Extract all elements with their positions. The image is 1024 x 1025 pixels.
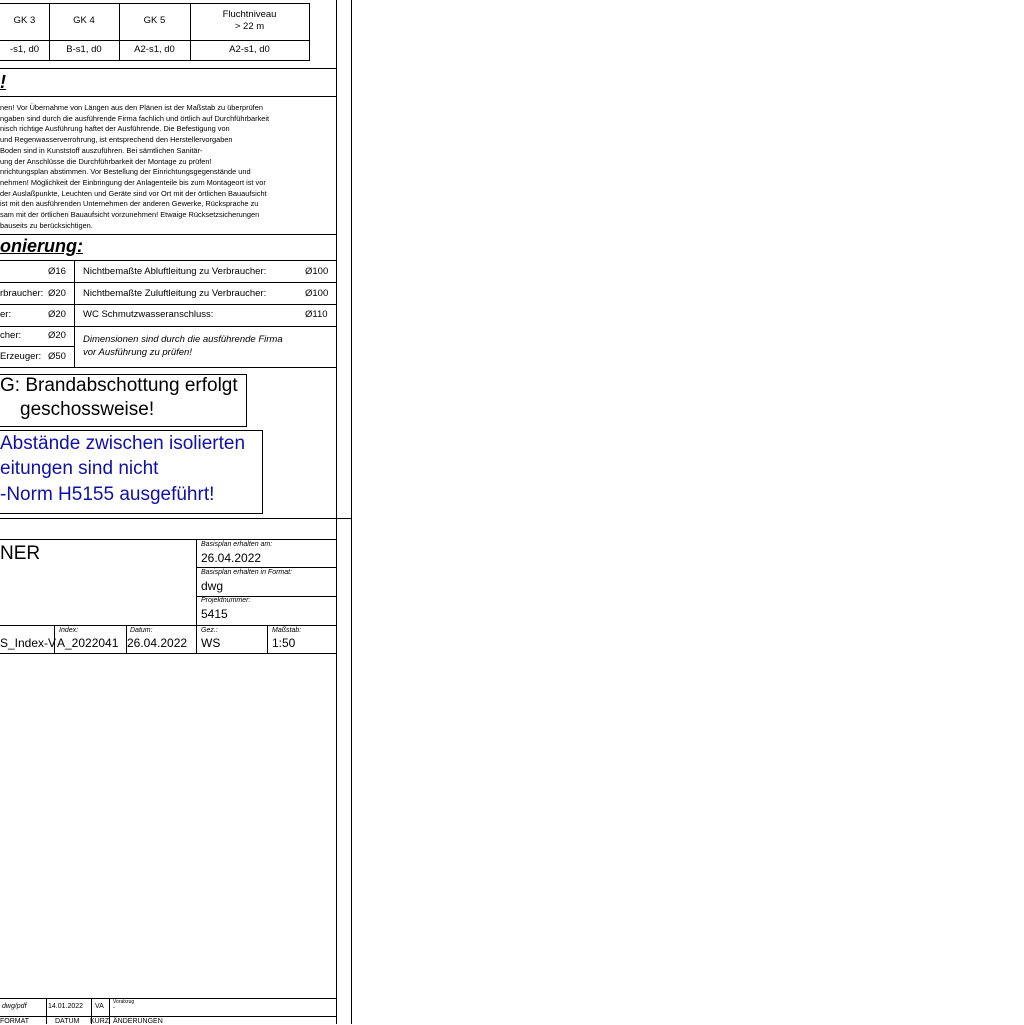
note-line: nehmen! Möglichkeit der Einbringung der Anlagenteile bis zum Montageort ist vor — [0, 177, 266, 187]
fire-note-line: G: Brandabschottung erfolgt — [0, 375, 238, 396]
dim-left-label: Erzeuger: — [0, 351, 42, 362]
note-line: Boden sind in Kunststoff auszuführen. Bei sämtlichen Sanitär- — [0, 145, 203, 155]
drawn-by-label: Gez.: — [201, 627, 218, 634]
notes-heading: ! — [0, 72, 6, 92]
dim-left-value: Ø16 — [48, 266, 66, 277]
drawn-by-value: WS — [201, 636, 221, 650]
note-line: ist mit den ausführenden Unternehmen der anderen Gewerke, Rücksprache zu — [0, 199, 259, 209]
dim-right-value: Ø100 — [305, 266, 329, 277]
dim-right-label: Nichtbemaßte Abluftleitung zu Verbraucher: — [83, 266, 267, 277]
dim-remark: vor Ausführung zu prüfen! — [83, 347, 192, 358]
project-number-value: 5415 — [201, 607, 228, 621]
note-line: nen! Vor Übernahme von Längen aus den Plänen ist der Maßstab zu überprüfen — [0, 103, 263, 112]
note-line: und Regenwasserverrohrung, ist entsprechend den Herstellervorgaben — [0, 135, 233, 145]
scale-value: 1:50 — [272, 636, 296, 650]
frame-line-inner — [336, 0, 337, 1024]
revision-date: 14.01.2022 — [48, 1003, 84, 1010]
fire-table-value-gk3: -s1, d0 — [9, 44, 40, 55]
revision-header-date: DATUM — [55, 1018, 80, 1025]
note-line: bauseits zu berücksichtigen. — [0, 220, 93, 230]
fire-table-header-fluchtniveau: Fluchtniveau > 22 m — [222, 9, 277, 32]
fire-table-header-gk4: GK 4 — [73, 15, 95, 26]
divider — [0, 68, 337, 69]
dim-right-value: Ø110 — [305, 309, 328, 320]
index-label: Index: — [59, 627, 79, 634]
date-value: 26.04.2022 — [127, 636, 188, 650]
revision-header-by: KÜRZ — [90, 1018, 110, 1025]
format-label: Basisplan erhalten in Format: — [201, 569, 293, 576]
note-line: nisch richtige Ausführung haftet der Ausführende. Die Befestigung von — [0, 124, 230, 134]
fire-note-line: geschossweise! — [20, 399, 155, 420]
dim-left-value: Ø20 — [48, 288, 66, 299]
revision-format: dwg/pdf — [2, 1003, 27, 1010]
date-label: Datum: — [130, 627, 153, 634]
revision-by: VA — [95, 1003, 104, 1010]
file-name-value: S_Index-V — [0, 636, 57, 650]
dim-right-label: Nichtbemaßte Zuluftleitung zu Verbraucher: — [83, 288, 267, 299]
dim-right-label: WC Schmutzwasseranschluss: — [83, 309, 214, 320]
revision-description-label: Vorabzug — [113, 999, 135, 1005]
frame-tick — [337, 518, 351, 519]
insulation-note-line: eitungen sind nicht — [0, 458, 159, 479]
received-label: Basisplan erhalten am: — [201, 541, 273, 548]
dim-left-label: rbraucher: — [0, 288, 44, 299]
dim-left-label: er: — [0, 309, 12, 320]
fire-table-value-gk5: A2-s1, d0 — [134, 44, 175, 55]
index-value: A_2022041 — [57, 636, 119, 650]
dim-right-value: Ø100 — [305, 288, 329, 299]
note-line: ngaben sind durch die ausführende Firma fachlich und örtlich auf Durchführbarkeit — [0, 113, 270, 123]
fire-table-value-gk4: B-s1, d0 — [66, 44, 102, 55]
divider — [0, 260, 337, 261]
revision-header-changes: ÄNDERUNGEN — [113, 1018, 163, 1025]
scale-label: Maßstab: — [272, 627, 302, 634]
fire-barrier-note — [0, 374, 247, 427]
note-line: der Auslaßpunkte, Leuchten und Geräte sind vor Ort mit der örtlichen Bauaufsicht — [0, 188, 267, 198]
dim-left-value: Ø20 — [48, 309, 66, 320]
company-name: NER — [0, 543, 41, 564]
revision-description-value: - — [113, 1005, 115, 1011]
dim-left-value: Ø50 — [48, 351, 66, 362]
dim-left-value: Ø20 — [48, 330, 66, 341]
note-line: ung der Anschlüsse die Durchführbarkeit der Montage zu prüfen! — [0, 156, 212, 166]
dim-remark: Dimensionen sind durch die ausführende Firma — [83, 334, 283, 345]
project-number-label: Projektnummer: — [201, 597, 251, 604]
insulation-note-line: -Norm H5155 ausgeführt! — [0, 484, 215, 505]
fire-table-value-fluchtniveau: A2-s1, d0 — [229, 44, 270, 55]
note-line: sam mit der örtlichen Bauaufsicht vorzunehmen! Etwaige Rücksetzsicherungen — [0, 210, 260, 219]
divider — [0, 96, 337, 97]
divider — [0, 234, 337, 235]
insulation-note-line: Abstände zwischen isolierten — [0, 433, 246, 454]
format-value: dwg — [201, 579, 224, 593]
dimensioning-heading: onierung: — [0, 236, 83, 256]
insulation-note — [0, 430, 263, 514]
revision-header-format: FORMAT — [0, 1018, 30, 1025]
dim-left-label: cher: — [0, 330, 22, 341]
received-value: 26.04.2022 — [201, 551, 262, 565]
note-line: nrichtungsplan abstimmen. Vor Bestellung der Einrichtungsgegenstände und — [0, 167, 251, 177]
fire-table-header-gk5: GK 5 — [143, 15, 166, 26]
fire-table-header-gk3: GK 3 — [13, 15, 36, 26]
frame-line-outer — [351, 0, 352, 1024]
